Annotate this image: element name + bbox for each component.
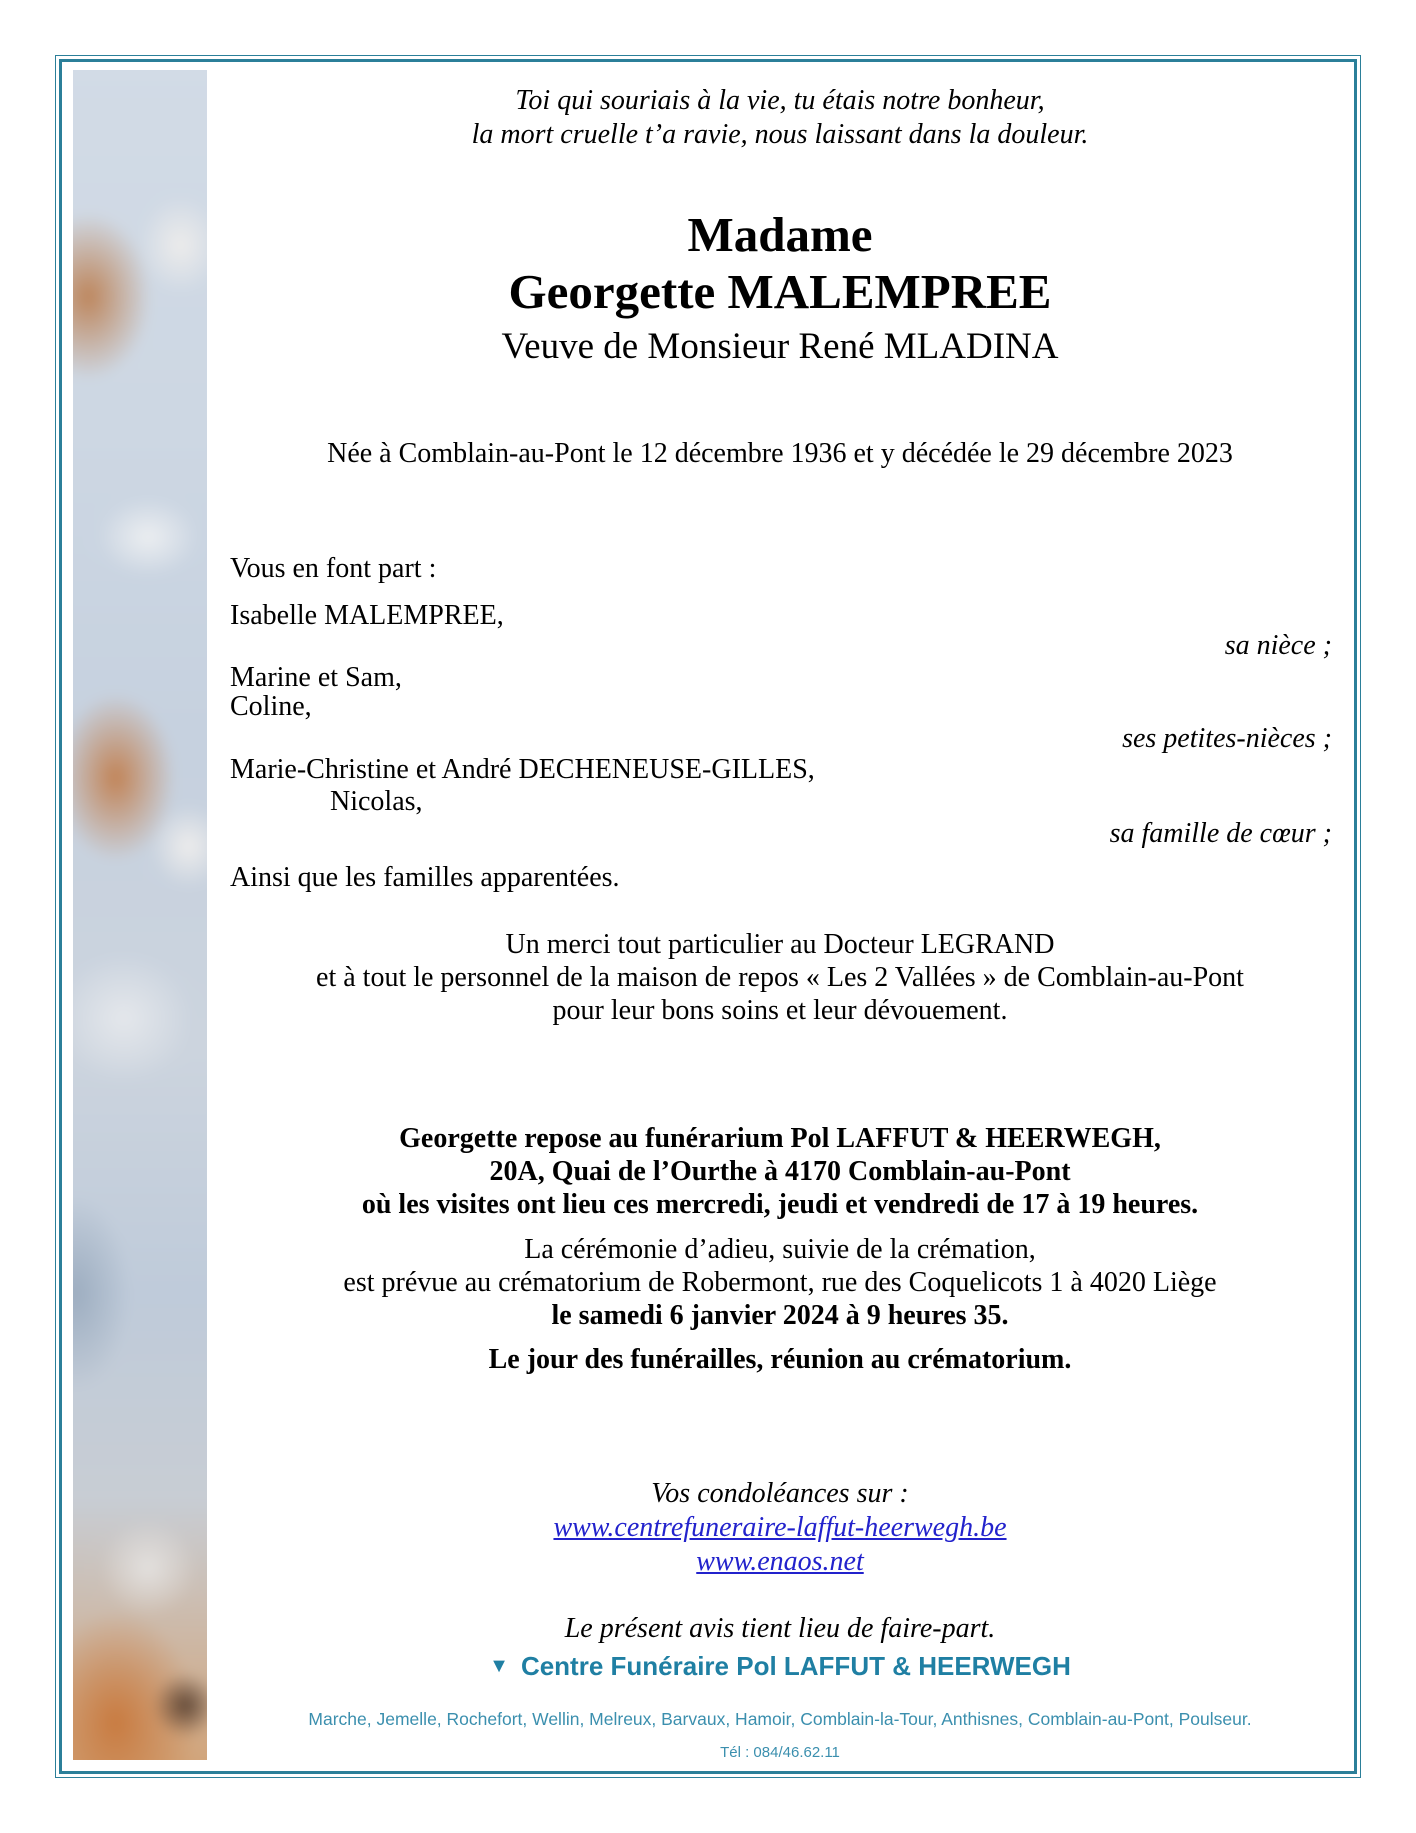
ceremony-line-2: est prévue au crématorium de Robermont, rue des Coquelicots 1 à 4020 Liège	[343, 1267, 1217, 1298]
deceased-name: Georgette MALEMPREE	[508, 264, 1052, 319]
relation-label: sa famille de cœur ;	[1109, 818, 1332, 849]
epigraph-line-1: Toi qui souriais à la vie, tu étais notre bonheur,	[515, 85, 1045, 116]
ceremony-line-1: La cérémonie d’adieu, suivie de la crémation,	[524, 1234, 1036, 1265]
relation-label: ses petites-nièces ;	[1122, 723, 1332, 754]
family-member-line: Nicolas,	[330, 786, 423, 817]
funeral-day-line: Le jour des funérailles, réunion au crématorium.	[488, 1344, 1072, 1375]
memorial-photo	[73, 70, 207, 1760]
ceremony-paragraph	[210, 1233, 1350, 1332]
repose-line-1: Georgette repose au funérarium Pol LAFFUT & HEERWEGH,	[399, 1123, 1161, 1154]
condolences-block	[210, 1477, 1350, 1579]
ceremony-time-line: le samedi 6 janvier 2024 à 9 heures 35.	[551, 1300, 1009, 1331]
widow-line: Veuve de Monsieur René MLADINA	[501, 326, 1059, 367]
faire-part-notice: Le présent avis tient lieu de faire-part.	[564, 1613, 996, 1644]
phone-number: Tél : 084/46.62.11	[720, 1744, 840, 1761]
thanks-line-2: et à tout le personnel de la maison de repos « Les 2 Vallées » de Comblain-au-Pont	[316, 962, 1244, 993]
relation-label: sa nièce ;	[1224, 630, 1332, 661]
coverage-towns: Marche, Jemelle, Rochefort, Wellin, Melreux, Barvaux, Hamoir, Comblain-la-Tour, Anthisnes, Comblain-au-Pont, Poulseur.	[308, 1709, 1252, 1729]
repose-line-2: 20A, Quai de l’Ourthe à 4170 Comblain-au-Pont	[489, 1156, 1071, 1187]
announcement-intro: Vous en font part :	[230, 553, 437, 584]
condolences-label: Vos condoléances sur :	[651, 1478, 909, 1509]
repose-line-3: où les visites ont lieu ces mercredi, jeudi et vendredi de 17 à 19 heures.	[361, 1189, 1199, 1220]
family-member-line: Marie-Christine et André DECHENEUSE-GILLES,	[230, 754, 815, 785]
salutation: Madame	[687, 207, 873, 262]
family-member-line: Marine et Sam,	[230, 662, 402, 693]
epigraph-line-2: la mort cruelle t’a ravie, nous laissant dans la douleur.	[471, 119, 1089, 150]
family-closing: Ainsi que les familles apparentées.	[230, 862, 620, 893]
brand-name: Centre Funéraire Pol LAFFUT & HEERWEGH	[520, 1651, 1071, 1681]
thanks-line-3: pour leur bons soins et leur dévouement.	[552, 995, 1008, 1026]
triangle-down-icon: ▼	[489, 1655, 509, 1677]
birth-death-line: Née à Comblain-au-Pont le 12 décembre 1936 et y décédée le 29 décembre 2023	[327, 438, 1233, 469]
winter-leaves-image	[73, 70, 207, 1760]
epigraph	[210, 84, 1350, 152]
funeral-home-logo	[210, 1650, 1350, 1682]
condolence-link-enaos[interactable]: www.enaos.net	[696, 1546, 864, 1577]
family-member-line: Isabelle MALEMPREE,	[230, 600, 504, 631]
thanks-line-1: Un merci tout particulier au Docteur LEGRAND	[505, 929, 1055, 960]
title-block	[210, 206, 1350, 370]
repose-paragraph	[210, 1122, 1350, 1221]
condolence-link-funeraire[interactable]: www.centrefuneraire-laffut-heerwegh.be	[553, 1512, 1007, 1543]
thanks-paragraph	[210, 928, 1350, 1027]
family-member-line: Coline,	[230, 691, 312, 722]
